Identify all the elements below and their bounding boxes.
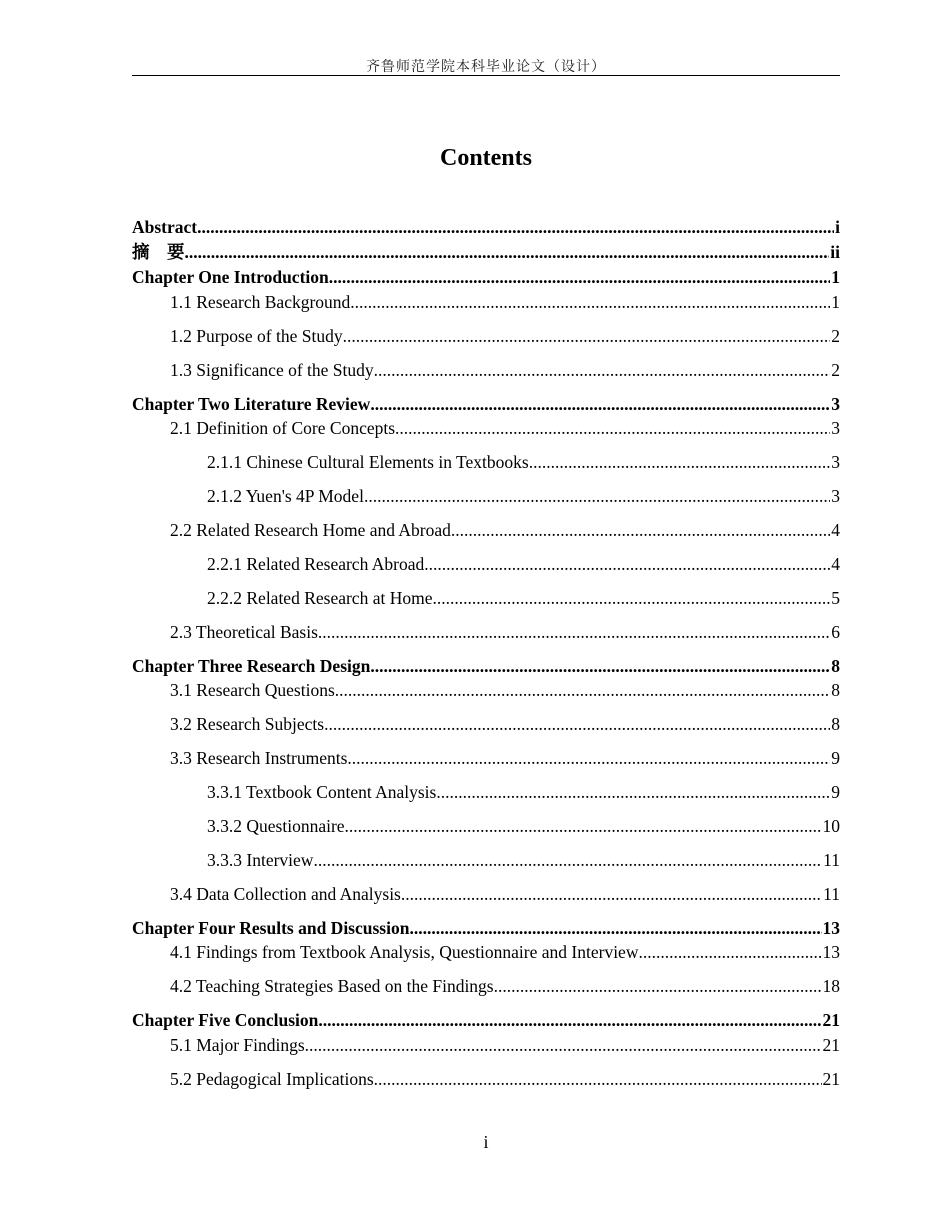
- toc-entry[interactable]: [170, 326, 840, 346]
- toc-entry-label: 2.1 Definition of Core Concepts: [170, 418, 396, 438]
- toc-entry[interactable]: [207, 850, 840, 870]
- toc-entry-page: 4: [831, 520, 840, 540]
- toc-leader: [374, 1069, 822, 1089]
- toc-leader: [409, 918, 821, 938]
- page-header: 齐鲁师范学院本科毕业论文（设计）: [366, 59, 606, 75]
- toc-entry-page: 5: [831, 588, 840, 608]
- toc-entry-label: Chapter Four Results and Discussion: [132, 918, 410, 938]
- toc-entry[interactable]: [132, 267, 840, 287]
- toc-leader: [370, 394, 830, 414]
- toc-entry[interactable]: [207, 452, 840, 472]
- toc-entry-page: 18: [822, 976, 840, 996]
- toc-entry-label: 1.3 Significance of the Study: [170, 360, 374, 380]
- toc-entry[interactable]: [170, 1035, 840, 1055]
- toc-entry[interactable]: [170, 622, 840, 642]
- toc-entry-page: 4: [831, 554, 840, 574]
- toc-entry-label: 3.4 Data Collection and Analysis: [170, 884, 401, 904]
- toc-leader: [350, 292, 830, 312]
- toc-entry-label: Chapter Three Research Design: [132, 656, 371, 676]
- toc-entry[interactable]: [170, 680, 840, 700]
- toc-entry[interactable]: [170, 748, 840, 768]
- toc-leader: [370, 656, 830, 676]
- toc-entry-page: 21: [822, 1069, 840, 1089]
- toc-entry[interactable]: [170, 976, 840, 996]
- toc-entry[interactable]: [132, 1010, 840, 1030]
- toc-leader: [374, 360, 831, 380]
- toc-entry-page: 3: [831, 486, 840, 506]
- toc-leader: [345, 816, 822, 836]
- toc-entry-label: 3.2 Research Subjects: [170, 714, 325, 734]
- toc-entry-page: 21: [822, 1010, 840, 1030]
- toc-leader: [197, 217, 834, 237]
- toc-entry-page: 2: [831, 360, 840, 380]
- toc-entry[interactable]: [170, 292, 840, 312]
- toc-entry[interactable]: [170, 714, 840, 734]
- toc-entry[interactable]: [170, 884, 840, 904]
- toc-leader: [395, 418, 830, 438]
- header-divider: [132, 75, 840, 76]
- toc-entry-label: 3.3.1 Textbook Content Analysis: [207, 782, 437, 802]
- toc-entry[interactable]: [132, 217, 840, 237]
- toc-entry-page: 3: [831, 452, 840, 472]
- toc-leader: [451, 520, 830, 540]
- toc-leader: [313, 850, 822, 870]
- toc-entry-label: 5.2 Pedagogical Implications: [170, 1069, 374, 1089]
- toc-leader: [494, 976, 822, 996]
- toc-entry-page: 8: [831, 680, 840, 700]
- toc-entry-label: 2.1.1 Chinese Cultural Elements in Textbooks: [207, 452, 529, 472]
- toc-entry-page: 13: [822, 918, 840, 938]
- toc-entry-label: 1.2 Purpose of the Study: [170, 326, 343, 346]
- toc-entry-label: 2.2 Related Research Home and Abroad: [170, 520, 451, 540]
- toc-entry-label: 3.1 Research Questions: [170, 680, 335, 700]
- toc-entry[interactable]: [170, 520, 840, 540]
- toc-entry[interactable]: [170, 1069, 840, 1089]
- toc-entry-page: 11: [823, 884, 840, 904]
- toc-entry-page: 9: [831, 782, 840, 802]
- toc-entry-label: 2.2.1 Related Research Abroad: [207, 554, 425, 574]
- toc-entry-page: 21: [822, 1035, 840, 1055]
- toc-entry[interactable]: [207, 816, 840, 836]
- toc-leader: [436, 782, 830, 802]
- toc-leader: [343, 326, 831, 346]
- toc-entry-label: 2.1.2 Yuen's 4P Model: [207, 486, 364, 506]
- toc-entry-page: ii: [830, 242, 840, 262]
- toc-leader: [329, 267, 831, 287]
- toc-entry[interactable]: [132, 242, 840, 262]
- toc-entry-page: 6: [831, 622, 840, 642]
- toc-entry-label: 3.3.2 Questionnaire: [207, 816, 345, 836]
- toc-leader: [335, 680, 830, 700]
- toc-entry-page: 13: [822, 942, 840, 962]
- toc-entry-label: 1.1 Research Background: [170, 292, 351, 312]
- toc-entry-label: Abstract: [132, 217, 198, 237]
- toc-entry-page: 9: [831, 748, 840, 768]
- toc-entry-label: 4.1 Findings from Textbook Analysis, Questionnaire and Interview: [170, 942, 639, 962]
- toc-entry[interactable]: [207, 782, 840, 802]
- page-number: i: [483, 1132, 489, 1152]
- toc-entry-page: 1: [831, 292, 840, 312]
- toc-entry-label: 4.2 Teaching Strategies Based on the Findings: [170, 976, 494, 996]
- toc-entry-label: 2.3 Theoretical Basis: [170, 622, 318, 642]
- toc-leader: [424, 554, 830, 574]
- toc-entry-page: i: [835, 217, 840, 237]
- toc-entry[interactable]: [207, 554, 840, 574]
- toc-entry[interactable]: [132, 394, 840, 414]
- toc-leader: [432, 588, 830, 608]
- toc-entry-page: 8: [831, 714, 840, 734]
- toc-entry[interactable]: [207, 486, 840, 506]
- toc-entry[interactable]: [132, 918, 840, 938]
- toc-leader: [318, 1010, 821, 1030]
- page-title: Contents: [439, 145, 532, 171]
- toc-entry[interactable]: [170, 360, 840, 380]
- toc-leader: [185, 242, 830, 262]
- toc-entry-page: 2: [831, 326, 840, 346]
- toc-entry-label: Chapter One Introduction: [132, 267, 329, 287]
- toc-entry-label: 5.1 Major Findings: [170, 1035, 305, 1055]
- toc-entry-page: 8: [831, 656, 840, 676]
- toc-leader: [638, 942, 821, 962]
- toc-entry[interactable]: [207, 588, 840, 608]
- toc-entry-page: 1: [831, 267, 840, 287]
- toc-leader: [318, 622, 830, 642]
- toc-leader: [305, 1035, 822, 1055]
- toc-entry-label: 3.3 Research Instruments: [170, 748, 348, 768]
- toc-entry-label: 3.3.3 Interview: [207, 850, 314, 870]
- toc-leader: [401, 884, 822, 904]
- toc-entry-page: 10: [822, 816, 840, 836]
- toc-leader: [529, 452, 831, 472]
- toc-entry[interactable]: [170, 942, 840, 962]
- toc-leader: [324, 714, 830, 734]
- toc-leader: [347, 748, 830, 768]
- toc-entry-label: Chapter Two Literature Review: [132, 394, 371, 414]
- toc-entry-page: 3: [831, 418, 840, 438]
- toc-entry-label: 摘 要: [132, 242, 185, 262]
- toc-entry[interactable]: [170, 418, 840, 438]
- toc-entry-page: 3: [831, 394, 840, 414]
- toc-entry-page: 11: [823, 850, 840, 870]
- toc-leader: [364, 486, 830, 506]
- toc-entry-label: Chapter Five Conclusion: [132, 1010, 319, 1030]
- toc-entry-label: 2.2.2 Related Research at Home: [207, 588, 433, 608]
- toc-entry[interactable]: [132, 656, 840, 676]
